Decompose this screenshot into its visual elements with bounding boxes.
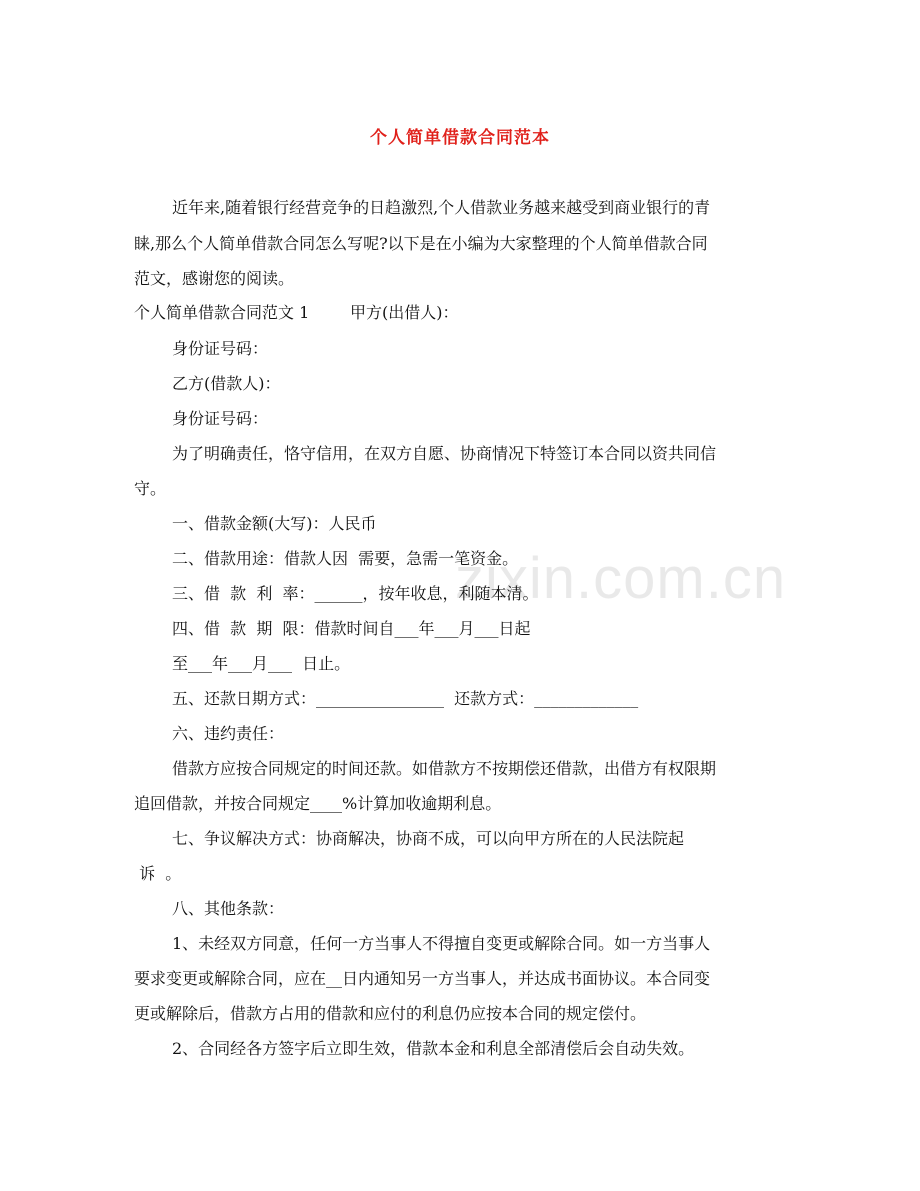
- paragraph-line: 身份证号码：: [172, 409, 269, 428]
- paragraph-line: 二、借款用途：借款人因 需要，急需一笔资金。: [172, 549, 519, 568]
- paragraph-line: 四、借 款 期 限：借款时间自___年___月___日起: [172, 619, 531, 638]
- paragraph-line: 为了明确责任，恪守信用，在双方自愿、协商情况下特签订本合同以资共同信: [172, 444, 717, 463]
- paragraph-line: 乙方(借款人)：: [172, 374, 281, 393]
- paragraph-line: 更或解除后，借款方占用的借款和应付的利息仍应按本合同的规定偿付。: [134, 1004, 647, 1023]
- paragraph-line: 身份证号码：: [172, 339, 269, 358]
- paragraph-line: 七、争议解决方式：协商解决，协商不成，可以向甲方所在的人民法院起: [172, 829, 685, 848]
- paragraph-line: 追回借款，并按合同规定____%计算加收逾期利息。: [134, 794, 502, 813]
- paragraph-line: 1、未经双方同意，任何一方当事人不得擅自变更或解除合同。如一方当事人: [172, 934, 711, 953]
- paragraph-line: 五、还款日期方式：________________ 还款方式：_____________: [172, 689, 639, 708]
- paragraph-line: 要求变更或解除合同，应在__日内通知另一方当事人，并达成书面协议。本合同变: [134, 969, 711, 988]
- paragraph-line: 至___年___月___ 日止。: [172, 654, 351, 673]
- paragraph-line: 守。: [134, 479, 167, 498]
- paragraph-line: 诉 。: [134, 864, 182, 883]
- paragraph-line: 借款方应按合同规定的时间还款。如借款方不按期偿还借款，出借方有权限期: [172, 759, 717, 778]
- document-title: 个人简单借款合同范本: [370, 128, 550, 148]
- paragraph-line: 六、违约责任：: [172, 724, 285, 743]
- paragraph-line: 个人简单借款合同范文 1 甲方(出借人)：: [134, 303, 459, 322]
- paragraph-line: 一、借款金额(大写)：人民币: [172, 514, 377, 533]
- paragraph-line: 八、其他条款：: [172, 899, 285, 918]
- paragraph-line: 睐,那么个人简单借款合同怎么写呢?以下是在小编为大家整理的个人简单借款合同: [134, 234, 708, 253]
- paragraph-line: 2、合同经各方签字后立即生效，借款本金和利息全部清偿后会自动失效。: [172, 1039, 695, 1058]
- watermark: zixin.com.cn: [455, 546, 787, 611]
- paragraph-line: 范文，感谢您的阅读。: [134, 269, 295, 288]
- paragraph-line: 三、借 款 利 率：______，按年收息，利随本清。: [172, 584, 539, 603]
- paragraph-line: 近年来,随着银行经营竞争的日趋激烈,个人借款业务越来越受到商业银行的青: [172, 198, 711, 217]
